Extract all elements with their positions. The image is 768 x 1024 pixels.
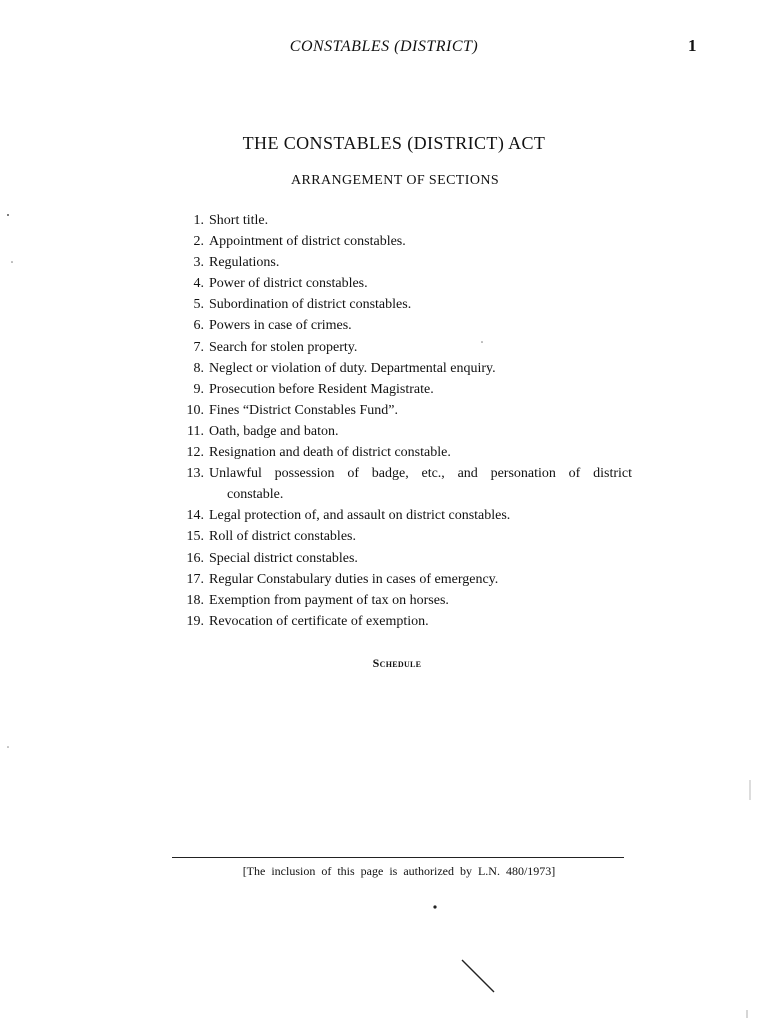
section-item bbox=[176, 463, 632, 505]
section-item bbox=[176, 400, 632, 421]
section-number: 11. bbox=[187, 423, 204, 439]
section-title: Exemption from payment of tax on horses. bbox=[209, 592, 449, 608]
section-title bbox=[209, 463, 632, 505]
scan-dot bbox=[7, 746, 9, 748]
section-number: 14. bbox=[186, 508, 204, 524]
scan-dot bbox=[433, 905, 436, 908]
section-number: 15. bbox=[186, 529, 204, 545]
section-title: Search for stolen property. bbox=[209, 339, 358, 355]
section-number: 10. bbox=[186, 402, 204, 418]
section-title: Oath, badge and baton. bbox=[209, 423, 339, 439]
page-number: 1 bbox=[688, 36, 697, 55]
section-title: Regular Constabulary duties in cases of emergency. bbox=[209, 571, 499, 587]
section-title-line: Unlawful possession of badge, etc., and personation of district bbox=[209, 466, 632, 482]
section-title: Resignation and death of district constable. bbox=[209, 445, 451, 461]
section-number: 3. bbox=[193, 255, 204, 271]
section-item bbox=[176, 358, 632, 379]
arrangement-heading: ARRANGEMENT OF SECTIONS bbox=[290, 173, 500, 188]
section-item bbox=[176, 590, 632, 611]
section-item bbox=[176, 421, 632, 442]
section-title: Neglect or violation of duty. Departmental enquiry. bbox=[209, 360, 496, 376]
section-number: 19. bbox=[186, 613, 204, 629]
section-item bbox=[176, 569, 632, 590]
section-number: 13. bbox=[186, 466, 204, 482]
section-item bbox=[176, 611, 632, 632]
section-title: Revocation of certificate of exemption. bbox=[209, 613, 429, 629]
pen-stroke-mark bbox=[462, 960, 494, 992]
section-number: 9. bbox=[193, 381, 204, 397]
section-title: Appointment of district constables. bbox=[209, 234, 406, 250]
section-item bbox=[176, 231, 632, 252]
section-item bbox=[176, 294, 632, 315]
footer-note: [The inclusion of this page is authorized by L.N. 480/1973] bbox=[242, 864, 556, 878]
section-number: 12. bbox=[186, 445, 204, 461]
section-number: 7. bbox=[193, 339, 204, 355]
section-number: 18. bbox=[186, 592, 204, 608]
section-title: Special district constables. bbox=[209, 550, 358, 566]
section-number: 5. bbox=[193, 297, 204, 313]
section-item bbox=[176, 548, 632, 569]
section-item bbox=[176, 505, 632, 526]
section-item bbox=[176, 379, 632, 400]
section-title: Power of district constables. bbox=[209, 276, 368, 292]
section-item bbox=[176, 315, 632, 336]
scan-dot bbox=[7, 214, 9, 216]
section-title: Fines “District Constables Fund”. bbox=[209, 402, 398, 418]
section-title: Powers in case of crimes. bbox=[209, 318, 352, 334]
section-number: 16. bbox=[186, 550, 204, 566]
section-title-continuation: constable. bbox=[227, 487, 284, 503]
running-header: CONSTABLES (DISTRICT) bbox=[289, 38, 479, 55]
section-number: 2. bbox=[193, 234, 204, 250]
footer-rule bbox=[172, 857, 624, 858]
section-item bbox=[176, 273, 632, 294]
act-title: THE CONSTABLES (DISTRICT) ACT bbox=[242, 133, 546, 153]
section-item bbox=[176, 252, 632, 273]
scan-dot bbox=[11, 261, 13, 263]
section-title: Roll of district constables. bbox=[209, 529, 356, 545]
section-number: 8. bbox=[193, 360, 204, 376]
section-number: 6. bbox=[193, 318, 204, 334]
section-number: 17. bbox=[186, 571, 204, 587]
schedule-heading: Schedule bbox=[372, 656, 422, 670]
section-item bbox=[176, 337, 632, 358]
section-title: Short title. bbox=[209, 213, 269, 228]
section-title: Legal protection of, and assault on district constables. bbox=[209, 508, 511, 524]
sections-list bbox=[176, 210, 632, 632]
section-item bbox=[176, 442, 632, 463]
section-number: 4. bbox=[193, 276, 204, 292]
section-title: Prosecution before Resident Magistrate. bbox=[209, 381, 434, 397]
section-title: Regulations. bbox=[209, 255, 280, 271]
section-item bbox=[176, 210, 632, 231]
section-number: 1. bbox=[193, 213, 204, 228]
section-item bbox=[176, 526, 632, 547]
section-title: Subordination of district constables. bbox=[209, 297, 412, 313]
